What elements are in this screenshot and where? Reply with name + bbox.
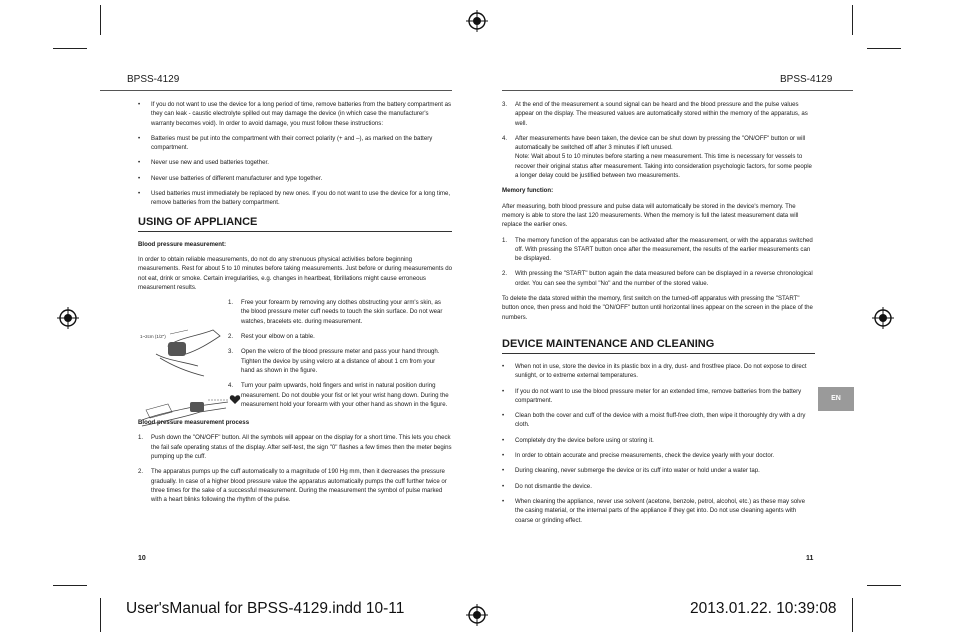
section-title-using: USING OF APPLIANCE — [138, 216, 452, 232]
list-item: 1. The memory function of the apparatus can be activated after the measurement, or with the apparatus switched off. With pressing the START button once after the measurement, the results of the earlier measurements can be displayed. — [502, 236, 813, 263]
registration-mark-icon — [466, 604, 488, 626]
crop-mark-tl-h — [53, 48, 87, 49]
list-item: • Used batteries must immediately be replaced by new ones. If you do not want to use the device for a long time, remove batteries from the battery compartment. — [138, 190, 451, 207]
page-number-right: 11 — [806, 555, 814, 562]
figure-label: 1~2cm (1/2") — [140, 334, 166, 339]
crop-mark-bl-v — [100, 598, 101, 632]
language-tab: EN — [818, 387, 854, 411]
delete-text: To delete the data stored within the memory, first switch on the turned-off apparatus with pressing the "START" button once, then press and hold the "ON/OFF" button until horizontal lines appear on the screen in the place of the numbers. — [502, 295, 813, 321]
crop-mark-bl-h — [53, 585, 87, 586]
list-item: 1. Free your forearm by removing any clothes obstructing your arm's skin, as the blood pressure meter cuff needs to touch the skin surface. Do not wear watches, bracelets etc. during measurement. — [228, 299, 443, 325]
list-item: 3. Open the velcro of the blood pressure meter and pass your hand through. Tighten the device by using velcro at a distance of about 1 cm from your hand as shown in the figure. — [228, 348, 440, 374]
crop-mark-tr-h — [867, 48, 901, 49]
list-item: • Never use batteries of different manufacturer and type together. — [138, 174, 323, 182]
bp-heading: Blood pressure measurement: — [138, 240, 227, 248]
list-item: • Do not dismantle the device. — [502, 482, 592, 490]
header-left: BPSS-4129 — [127, 74, 180, 85]
registration-mark-icon — [466, 10, 488, 32]
list-item: • If you do not want to use the blood pressure meter for an extended time, remove batteries from the battery compartment. — [502, 387, 802, 404]
list-item: 2. Rest your elbow on a table. — [228, 333, 315, 341]
list-item: 4. After measurements have been taken, the device can be shut down by pressing the "ON/OFF" button or will automatically be switched off after 3 minutes if left unused. Note: Wait about 5 to 10 minutes before starting a new measurement. This time is necessary for vessels to recover their original status after measurement. Taking into consideration psychologic factors, for some people a longer delay could be justified between two measurements. — [502, 134, 812, 180]
memory-intro: After measuring, both blood pressure and pulse data will automatically be stored in the device's memory. The memory is able to store the last 120 measurements. When the memory is full the latest measurement data will replace the earlier ones. — [502, 202, 799, 229]
process-heading: Blood pressure measurement process — [138, 419, 250, 427]
list-item: 4. Turn your palm upwards, hold fingers and wrist in natural position during measurement. Do not double your fist or let your wrist hang down. During the measurement hold your forearm with your other hand as shown in the figure. — [228, 382, 449, 408]
list-item: 1. Push down the "ON/OFF" button. All the symbols will appear on the display for a short time. This lets you check the fail safe operating status of the display. After self-test, the sign "0" flashes a few times then the meter begins pumping up the cuff. — [138, 434, 452, 461]
list-item: • Clean both the cover and cuff of the device with a moist fluff-free cloth, then wipe it thoroughly dry with a dry cloth. — [502, 412, 806, 429]
left-column — [138, 100, 452, 511]
list-item: 3. At the end of the measurement a sound signal can be heard and the blood pressure and the pulse values appear on the display. The measured values are automatically stored within the memory of the apparatus, as well. — [502, 101, 808, 127]
right-column — [502, 100, 815, 531]
list-item: • When cleaning the appliance, never use solvent (acetone, benzole, petrol, alcohol, etc.) as these may solve the casing material, or the internal parts of the appliance if they get into. Do not use cleaning agents with coarse or grinding effect. — [502, 497, 805, 524]
header-rule-left — [100, 90, 452, 91]
footer-date: 2013.01.22. 10:39:08 — [690, 600, 837, 617]
crop-mark-tr-v — [852, 5, 853, 35]
list-item: • During cleaning, never submerge the device or its cuff into water or hold under a water tap. — [502, 467, 760, 475]
crop-mark-tl-v — [100, 5, 101, 35]
bp-intro: In order to obtain reliable measurements, do not do any strenuous physical activities before beginning measurements. Rest for about 5 to 10 minutes before taking measurements. Just before or during measurements do not eat, drink or smoke. Certain irregularities, e.g. changes in heartbeat, fibrillations might cause erroneous measurement results. — [138, 255, 452, 291]
section-title-maintenance: DEVICE MAINTENANCE AND CLEANING — [502, 338, 815, 354]
crop-mark-br-h — [867, 585, 901, 586]
memory-heading: Memory function: — [502, 187, 554, 195]
header-right: BPSS-4129 — [780, 74, 833, 85]
list-item: 2. The apparatus pumps up the cuff automatically to a magnitude of 190 Hg mm, then it decreases the pressure gradually. In case of a higher blood pressure value the apparatus automatically pumps the cuff further twice or three times for the sake of a successful measurement. During the measurement the symbol of pulse marked with a heart blinks following the rhythm of the pulse. — [138, 468, 447, 504]
arm-heart-figure — [138, 390, 246, 430]
wrist-cuff-figure — [138, 316, 226, 380]
list-item: 2. With pressing the "START" button again the data measured before can be displayed in a reverse chronological order. You can see the symbol "No" and the number of the stored value. — [502, 270, 813, 287]
registration-mark-icon — [57, 307, 79, 329]
list-item: • When not in use, store the device in its plastic box in a dry, dust- and frostfree place. Do not expose to direct sunlight, or to extreme external temperatures. — [502, 362, 807, 380]
page-number-left: 10 — [138, 555, 146, 562]
header-rule-right — [502, 90, 853, 91]
list-item: • Completely dry the device before using or storing it. — [502, 436, 654, 444]
list-item: • In order to obtain accurate and precise measurements, check the device yearly with your doctor. — [502, 452, 775, 460]
footer-file: User'sManual for BPSS-4129.indd 10-11 — [126, 600, 405, 617]
list-item: • Batteries must be put into the compartment with their correct polarity (+ and –), as marked on the battery compartment. — [138, 134, 433, 152]
list-item: • If you do not want to use the device for a long period of time, remove batteries from the battery compartment as they can leak - caustic electrolyte spilled out may damage the device (in which case the manufacturer's warranty becomes void). In order to avoid damage, you must follow these instructions: — [138, 101, 452, 127]
registration-mark-icon — [872, 307, 894, 329]
crop-mark-br-v — [852, 598, 853, 632]
list-item: • Never use new and used batteries together. — [138, 159, 269, 167]
